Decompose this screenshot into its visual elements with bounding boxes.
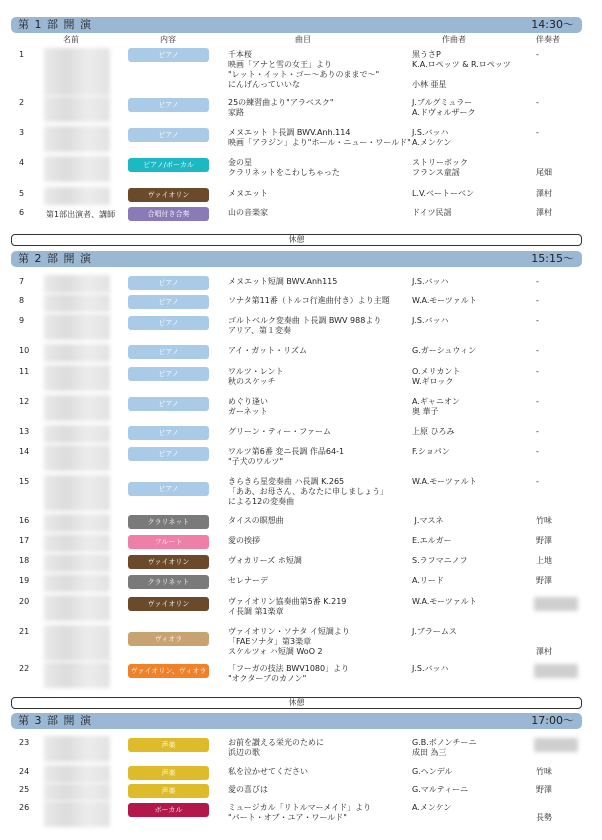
accompanist: - (536, 98, 539, 107)
song-titles: めぐり逢い ガーネット (228, 397, 268, 416)
row-number: 23 (19, 738, 30, 747)
program-row (0, 316, 602, 338)
section-3-bar (11, 713, 582, 729)
row-number: 20 (19, 597, 30, 606)
row-number: 25 (19, 785, 30, 794)
song-titles: 25の練習曲より"アラベスク" 家路 (228, 98, 334, 117)
content-badge: ピアノ (128, 316, 209, 330)
row-number: 17 (19, 536, 30, 545)
row-number: 2 (19, 98, 25, 107)
performer-name-redacted (44, 445, 110, 471)
row-number: 11 (19, 367, 30, 376)
performer-name: 第1部出演者、講師 (46, 210, 116, 219)
accompanist: 澤村 (536, 647, 552, 656)
content-badge: ピアノ (128, 48, 209, 62)
song-titles: ヴァイオリン協奏曲第5番 K.219 イ長調 第1楽章 (228, 597, 347, 616)
content-badge: ピアノ (128, 397, 209, 411)
accompanist: 野澤 (536, 576, 552, 585)
program-row (0, 516, 602, 528)
accompanist: 上地 (536, 556, 552, 565)
accompanist-redacted (534, 597, 578, 611)
row-number: 18 (19, 556, 30, 565)
content-badge: ピアノ (128, 345, 209, 359)
content-badge: ピアノ/ボーカル (128, 158, 209, 172)
section-1-time: 14:30〜 (531, 18, 574, 31)
content-badge: ピアノ (128, 367, 209, 381)
row-number: 4 (19, 158, 25, 167)
content-badge: ピアノ (128, 128, 209, 142)
program-row (0, 785, 602, 797)
composer-names: W.A.モーツァルト (412, 597, 477, 606)
row-number: 3 (19, 128, 25, 137)
performer-name-redacted (44, 801, 110, 827)
composer-names: J.ブルグミュラー A.ドヴォルザーク (412, 98, 476, 117)
composer-names: G.ガーシュウィン (412, 346, 476, 355)
performer-name-redacted (44, 595, 110, 621)
accompanist: - (536, 397, 539, 406)
program-row (0, 427, 602, 439)
composer-names: A.ギャニオン 奥 華子 (412, 397, 460, 416)
composer-names: 上原 ひろみ (412, 427, 455, 436)
song-titles: セレナーデ (228, 576, 268, 585)
song-titles: きらきら星変奏曲 ハ長調 K.265 「ああ、お母さん、あなたに申しましょう」 による12の変奏曲 (228, 477, 389, 506)
program-row (0, 536, 602, 548)
composer-names: J.マスネ (412, 516, 444, 525)
content-badge: ピアノ (128, 98, 209, 112)
song-titles: ミュージカル「リトルマーメイド」より "パート・オブ・ユア・ワールド" (228, 803, 372, 822)
performer-name-redacted (44, 425, 110, 443)
composer-names: G.ヘンデル (412, 767, 453, 776)
header-composer: 作曲者 (442, 35, 466, 44)
rest-marker-1: 休憩 (11, 234, 582, 246)
composer-names: O.メリカント W.ギロック (412, 367, 461, 386)
content-badge: 声楽 (128, 738, 209, 752)
composer-names: A.リード (412, 576, 444, 585)
content-badge: ピアノ (128, 447, 209, 461)
row-number: 12 (19, 397, 30, 406)
performer-name-redacted (44, 783, 110, 801)
program-row (0, 597, 602, 619)
row-number: 1 (19, 50, 25, 59)
content-badge: ピアノ (128, 482, 209, 496)
performer-name-redacted (44, 625, 110, 661)
content-badge: クラリネット (128, 515, 209, 529)
accompanist: 尾畑 (536, 168, 552, 177)
row-number: 26 (19, 803, 30, 812)
content-badge: フルート (128, 535, 209, 549)
accompanist: - (536, 316, 539, 325)
song-titles: グリーン・ティー・ファーム (228, 427, 332, 436)
row-number: 24 (19, 767, 30, 776)
composer-names: J.S.バッハ (412, 316, 449, 325)
row-number: 13 (19, 427, 30, 436)
content-badge: 声楽 (128, 766, 209, 780)
row-number: 22 (19, 664, 30, 673)
song-titles: ソナタ第11番（トルコ行進曲付き）より主題 (228, 296, 390, 305)
row-number: 15 (19, 477, 30, 486)
song-titles: ヴォカリーズ ホ短調 (228, 556, 302, 565)
program-row (0, 277, 602, 289)
row-number: 21 (19, 627, 30, 636)
song-titles: 愛の挨拶 (228, 536, 260, 545)
song-titles: ゴルトベルク変奏曲 ト長調 BWV 988より アリア、第１変奏 (228, 316, 382, 335)
header-song: 曲目 (295, 35, 311, 44)
accompanist: - (536, 296, 539, 305)
accompanist: 竹味 (536, 767, 552, 776)
content-badge: ピアノ (128, 295, 209, 309)
song-titles: メヌエット (228, 189, 268, 198)
row-number: 6 (19, 208, 25, 217)
program-row (0, 447, 602, 469)
accompanist: 野澤 (536, 536, 552, 545)
performer-name-redacted (44, 662, 110, 688)
accompanist: - (536, 277, 539, 286)
song-titles: ワルツ・レント 秋のスケッチ (228, 367, 284, 386)
song-titles: ワルツ第6番 変ニ長調 作品64-1 "子犬のワルツ" (228, 447, 345, 466)
performer-name-redacted (44, 187, 110, 205)
composer-names: J.S.バッハ (412, 277, 449, 286)
performer-name-redacted (44, 344, 110, 362)
accompanist: - (536, 477, 539, 486)
song-titles: お前を讃える栄光のために 浜辺の歌 (228, 738, 324, 757)
row-number: 14 (19, 447, 30, 456)
program-row (0, 98, 602, 120)
performer-name-redacted (44, 48, 110, 96)
accompanist: 長勢 (536, 813, 552, 822)
performer-name-redacted (44, 395, 110, 421)
program-row (0, 803, 602, 825)
composer-names: J.S.バッハ (412, 664, 449, 673)
composer-names: G.マルティーニ (412, 785, 469, 794)
header-name: 名前 (63, 35, 79, 44)
row-number: 16 (19, 516, 30, 525)
song-titles: メヌエット短調 BWV.Anh115 (228, 277, 338, 286)
program-row (0, 397, 602, 419)
accompanist: 竹味 (536, 516, 552, 525)
performer-name-redacted (44, 365, 110, 391)
composer-names: ストリーボック フランス童謡 (412, 158, 468, 177)
accompanist: 野澤 (536, 785, 552, 794)
section-2-title: 第 2 部 開 演 (18, 252, 92, 265)
row-number: 10 (19, 346, 30, 355)
row-number: 9 (19, 316, 25, 325)
song-titles: 金の星 クラリネットをこわしちゃった (228, 158, 340, 177)
composer-names: S.ラフマニノフ (412, 556, 468, 565)
performer-name-redacted (44, 314, 110, 340)
accompanist: 澤村 (536, 189, 552, 198)
performer-name-redacted (44, 126, 110, 152)
composer-names: 黒うさP K.A.ロペッツ & R.ロペッツ 小林 亜星 (412, 50, 511, 89)
section-3-time: 17:00〜 (531, 714, 574, 727)
rest-marker-2: 休憩 (11, 697, 582, 709)
row-number: 5 (19, 189, 25, 198)
program-row (0, 767, 602, 779)
song-titles: 千本桜 映画「アナと雪の女王」より "レット・イット・ゴー〜ありのままで〜" にんげんっていいな (228, 50, 380, 89)
performer-name-redacted (44, 156, 110, 182)
row-number: 7 (19, 277, 25, 286)
song-titles: ヴァイオリン・ソナタ イ短調より 「FAEソナタ」第3楽章 スケルツォ ハ短調 WoO 2 (228, 627, 350, 656)
accompanist: - (536, 128, 539, 137)
content-badge: ヴァイオリン、ヴィオラデュオ (128, 664, 209, 678)
content-badge: 声楽 (128, 784, 209, 798)
content-badge: ピアノ (128, 276, 209, 290)
content-badge: ボーカル (128, 803, 209, 817)
section-1-title: 第 1 部 開 演 (18, 18, 92, 31)
content-badge: ヴァイオリン (128, 188, 209, 202)
section-3-title: 第 3 部 開 演 (18, 714, 92, 727)
section-2-bar (11, 251, 582, 267)
program-row (0, 576, 602, 588)
accompanist: 澤村 (536, 208, 552, 217)
program-row (0, 208, 602, 222)
song-titles: アイ・ガット・リズム (228, 346, 307, 355)
section-2-time: 15:15〜 (531, 252, 574, 265)
accompanist: - (536, 427, 539, 436)
header-accompanist: 伴奏者 (536, 35, 560, 44)
performer-name-redacted (44, 294, 110, 312)
song-titles: 「フーガの技法 BWV1080」より "オクターブのカノン" (228, 664, 350, 683)
content-badge: 合唱付き合奏 (128, 207, 209, 221)
performer-name-redacted (44, 736, 110, 762)
row-number: 8 (19, 296, 25, 305)
section-1-bar (11, 17, 582, 33)
program-row (0, 738, 602, 760)
program-row (0, 50, 602, 94)
program-row (0, 367, 602, 389)
song-titles: 愛の喜びは (228, 785, 268, 794)
composer-names: A.メンケン (412, 803, 452, 812)
header-content: 内容 (160, 35, 176, 44)
composer-names: F.ショパン (412, 447, 450, 456)
performer-name-redacted (44, 475, 110, 511)
performer-name-redacted (44, 534, 110, 552)
content-badge: ヴィオラ (128, 632, 209, 646)
accompanist: - (536, 367, 539, 376)
program-row (0, 346, 602, 358)
accompanist-redacted (534, 738, 578, 752)
song-titles: 私を泣かせてください (228, 767, 308, 776)
performer-name-redacted (44, 96, 110, 122)
accompanist: - (536, 50, 539, 59)
composer-names: E.エルガー (412, 536, 452, 545)
composer-names: G.B.ボノンチーニ 成田 為三 (412, 738, 477, 757)
song-titles: タイスの瞑想曲 (228, 516, 284, 525)
program-row (0, 189, 602, 203)
accompanist: - (536, 447, 539, 456)
program-row (0, 296, 602, 308)
song-titles: メヌエット ト長調 BWV.Anh.114 映画「アラジン」より"ホール・ニュー・ワールド" (228, 128, 411, 147)
program-row (0, 128, 602, 150)
performer-name-redacted (44, 514, 110, 532)
composer-names: ドイツ民謡 (412, 208, 452, 217)
accompanist: - (536, 346, 539, 355)
row-number: 19 (19, 576, 30, 585)
program-row (0, 556, 602, 568)
composer-names: L.V.ベートーベン (412, 189, 474, 198)
performer-name-redacted (44, 574, 110, 592)
performer-name-redacted (44, 765, 110, 783)
program-row (0, 664, 602, 689)
program-row (0, 627, 602, 659)
song-titles: 山の音楽家 (228, 208, 268, 217)
program-row (0, 477, 602, 509)
accompanist-redacted (534, 664, 578, 678)
performer-name-redacted (44, 554, 110, 572)
composer-names: W.A.モーツァルト (412, 477, 477, 486)
performer-name-redacted (44, 275, 110, 293)
composer-names: J.ブラームス (412, 627, 457, 636)
program-row (0, 158, 602, 180)
content-badge: ピアノ (128, 426, 209, 440)
content-badge: ヴァイオリン (128, 597, 209, 611)
composer-names: J.S.バッハ A.メンケン (412, 128, 452, 147)
composer-names: W.A.モーツァルト (412, 296, 477, 305)
content-badge: クラリネット (128, 575, 209, 589)
content-badge: ヴァイオリン (128, 555, 209, 569)
